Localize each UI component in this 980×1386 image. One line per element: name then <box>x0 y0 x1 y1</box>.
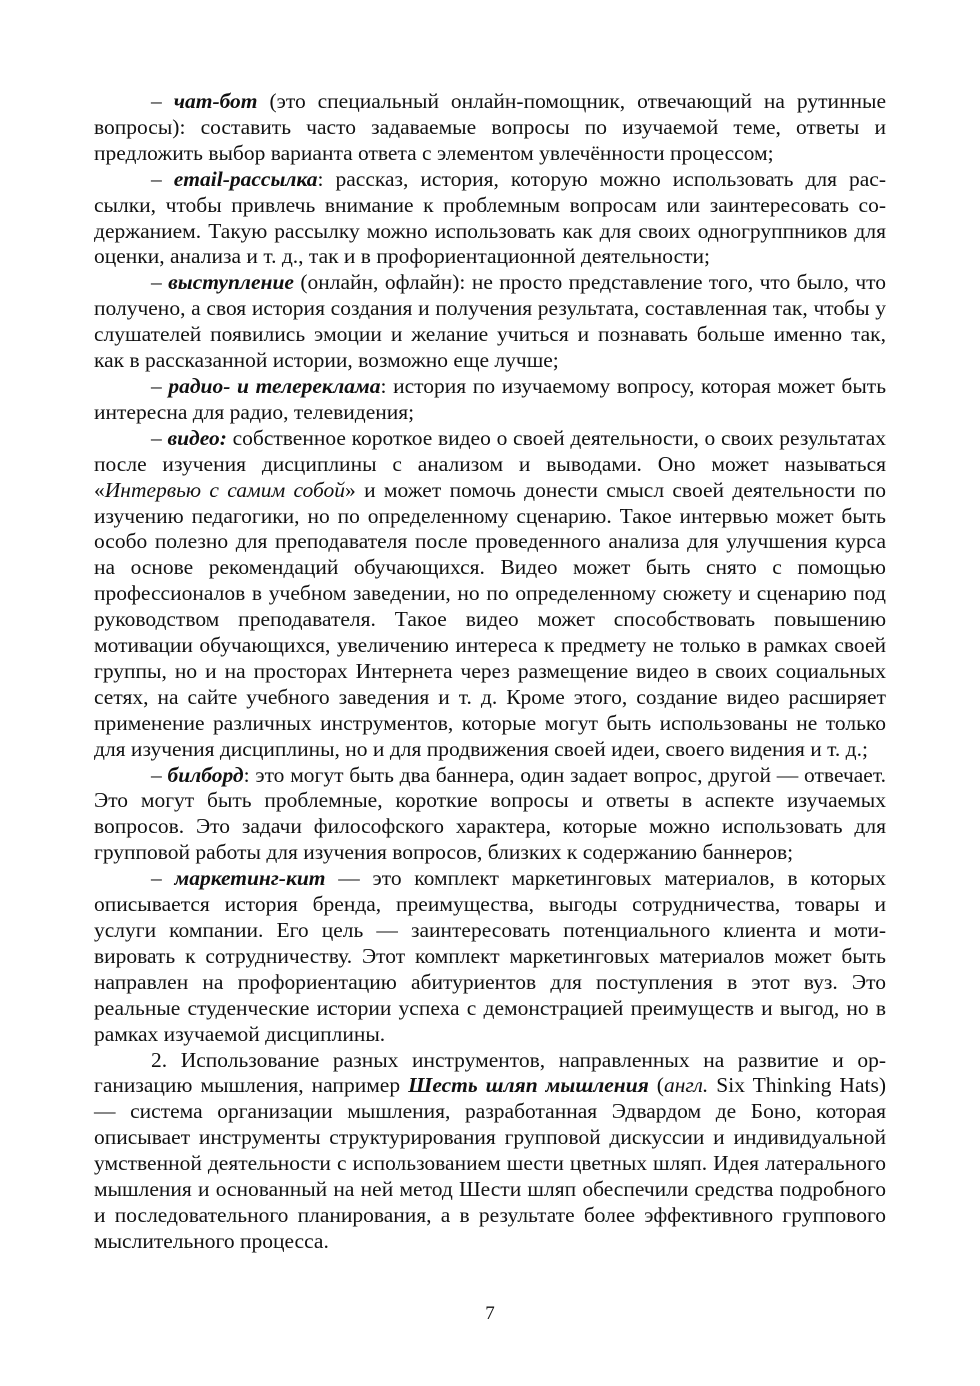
term-chatbot: чат-бот <box>173 89 258 113</box>
item-text: Six Thinking Hats) — система организации мышления, разработанная Эдвардом де Боно, которая описывает инструменты структурирования групповой дискуссии и индивидуальной умственной деятельности с использованием шести цветных шляп. Идея латерального мышления и основанный на ней метод Шести шляп обеспечили средства подробного и последовательного планирования, а в результате более эффективного группового мыслительного процесса. <box>94 1073 886 1253</box>
item-text: (онлайн, офлайн): не просто представление того, что было, что получено, а своя история создания и получения результата, составленная так, чтобы у слушателей появились эмоции и желание учиться и познавать больше именно так, как в рассказанной истории, возможно еще лучше; <box>94 270 887 373</box>
item-text: : рассказ, история, которую можно использовать для рассылки, чтобы привлечь внимание к проблемным вопросам или заинтересовать содержанием. Такую рассылку можно использовать как для своих одногруппников для оценки, анализа и т. д., так и в профориентационной деятельности; <box>94 166 887 269</box>
dash: – <box>151 89 174 113</box>
item-radio-tv-ads <box>94 374 886 426</box>
term-six-hats: Шесть шляп мышления <box>408 1073 649 1098</box>
item-billboard <box>94 763 886 867</box>
item-text: (это специальный онлайн-помощник, отвечающий на рутинные вопросы): составить часто задаваемые вопросы по изучаемой теме, ответы и предложить выбор варианта ответа с элементом увлечённости процессом; <box>94 89 887 165</box>
item-speech <box>94 270 886 374</box>
term-radio-tv-ads: радио- и телереклама <box>168 373 381 398</box>
term-marketing-kit: маркетинг-кит <box>174 866 326 891</box>
page-number: 7 <box>485 1303 495 1324</box>
item-lead: 2. Использование разных инструментов, направленных на развитие и организацию мышления, например <box>94 1047 886 1098</box>
item-text: собственное короткое видео о своей деятельности, о своих результатах после изучения дисциплины с анализом и выводами. Оно может называться « <box>94 425 886 502</box>
item-video <box>94 426 886 763</box>
italic-abbrev: англ. <box>663 1073 709 1098</box>
dash: – <box>151 425 168 450</box>
item-chatbot <box>94 89 886 167</box>
dash: – <box>151 166 174 191</box>
item-text: : это могут быть два баннера, один задает вопрос, другой — отвечает. Это могут быть проблемные, короткие вопросы и ответы в аспекте изучаемых вопросов. Это задачи философского характера, которые можно использовать для групповой работы для изучения вопросов, близких к содержанию баннеров; <box>94 762 887 865</box>
item-email-newsletter <box>94 167 886 271</box>
item-marketing-kit <box>94 866 886 1047</box>
italic-phrase: Интервью с самим собой <box>104 477 345 502</box>
term-speech: выступление <box>168 270 294 295</box>
term-video: видео: <box>167 425 227 450</box>
dash: – <box>151 373 169 398</box>
item-text: — это комплект маркетинговых материалов, в которых описывается история бренда, преимущества, выгоды сотрудничества, товары и услуги компании. Его цель — заинтересовать потенциального клиента и мотивировать к сотрудничеству. Этот комплект маркетинговых материалов может быть направлен на профориентацию абитуриентов для поступления в этот вуз. Это реальные студенческие истории успеха с демонстрацией преимуществ и выгод, но в рамках изучаемой дисциплины. <box>94 866 887 1046</box>
term-billboard: билборд <box>167 762 244 787</box>
item-text: : история по изучаемому вопросу, которая может быть интересна для радио, телевидения; <box>94 373 886 424</box>
item-six-hats <box>94 1048 886 1255</box>
dash: – <box>151 866 175 891</box>
item-text: » и может помочь донести смысл своей деятельности по изучению педагогики, но по определенному сценарию. Такое интервью может быть особо полезно для преподавателя после проведенного анализа для улучшения курса на основе рекомендаций обучающихся. Видео может быть снято с помощью профессионалов в учебном заведении, но по определенному сюжету и сценарию под руководством преподавателя. Такое видео может способствовать повышению мотивации обучающихся, увеличению интереса к предмету не только в рамках своей группы, но и на просторах Интернета через размещение видео в своих социальных сетях, на сайте учебного заведения и т. д. Кроме этого, создание видео расширяет применение различных инструментов, которые могут быть использованы не только для изучения дисциплины, но и для продвижения своей идеи, своего видения и т. д.; <box>94 477 886 761</box>
page-body <box>94 89 886 1255</box>
dash: – <box>151 762 168 787</box>
term-email-newsletter: email-рассылка <box>173 166 318 191</box>
paren: ( <box>648 1073 664 1098</box>
dash: – <box>151 270 169 295</box>
